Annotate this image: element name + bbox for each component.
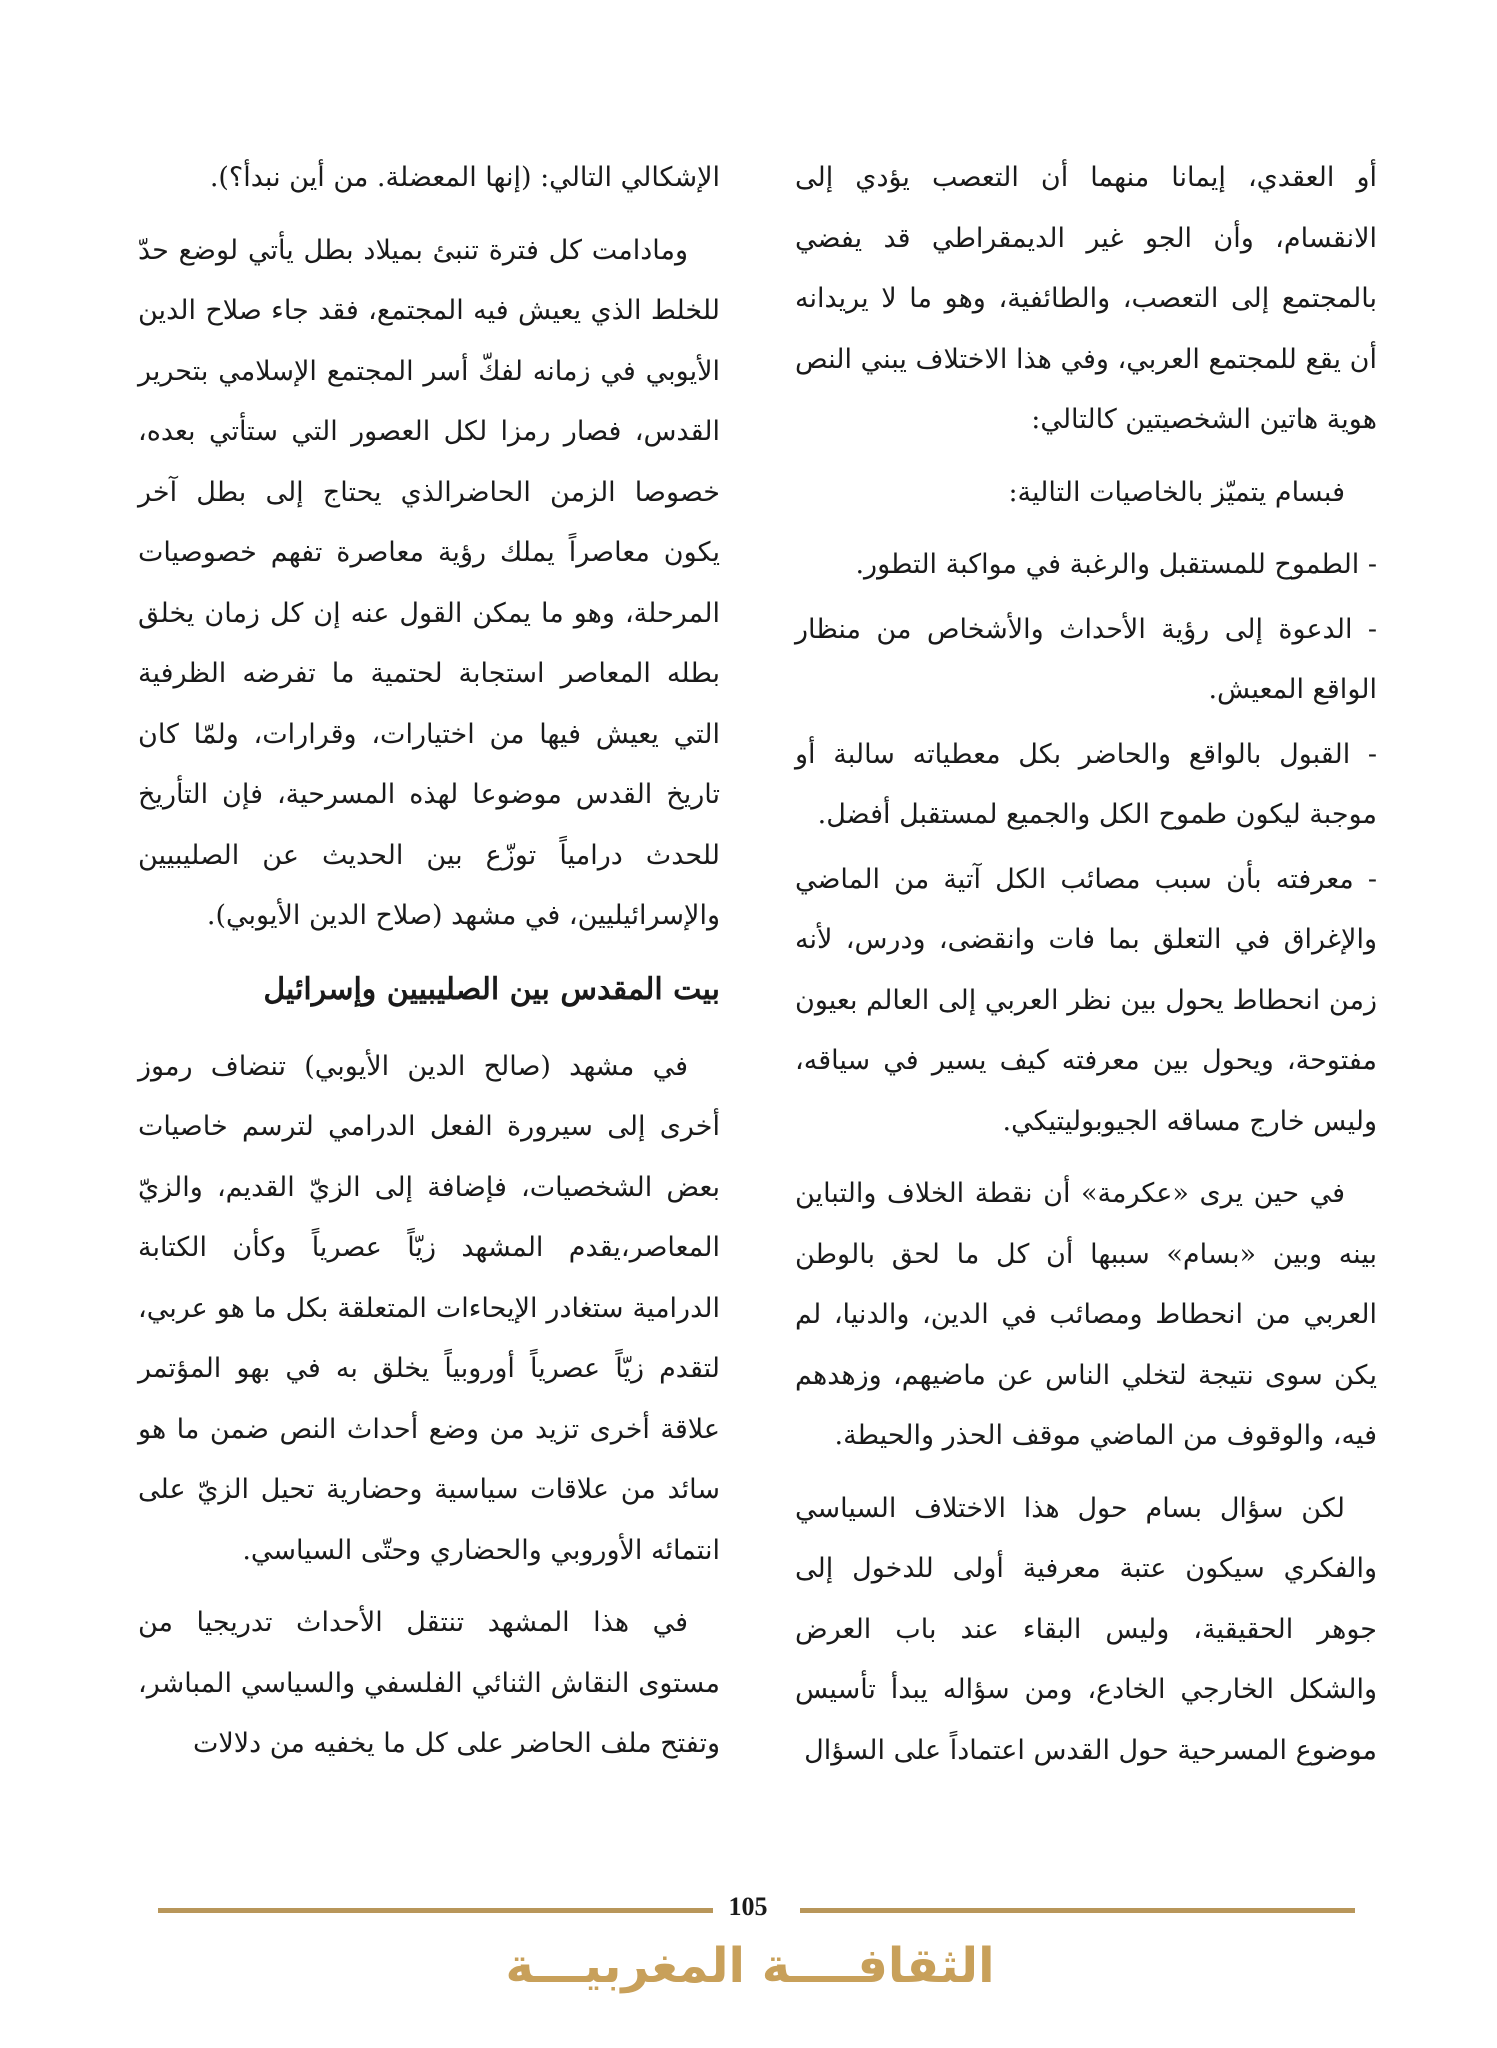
bullet-item-3: - القبول بالواقع والحاضر بكل معطياته سالبة أو موجبة ليكون طموح الكل والجميع لمستقبل أفضل.: [795, 738, 1377, 830]
footer-rule-right: [800, 1908, 1355, 1913]
bullet-item-1: - الطموح للمستقبل والرغبة في مواكبة التطور.: [855, 549, 1377, 580]
bullet-item-2: - الدعوة إلى رؤية الأحداث والأشخاص من منظار الواقع المعيش.: [795, 613, 1377, 705]
left-paragraph-3: في مشهد (صالح الدين الأيوبي) تنضاف رموز أخرى إلى سيرورة الفعل الدرامي لترسم خاصيات بعض الشخصيات، فإضافة إلى الزيّ القديم، والزيّ المعاصر،يقدم المشهد زيّاً عصرياً وكأن الكتابة الدرامية ستغادر الإيحاءات المتعلقة بكل ما هو عربي، لتقدم زيّاً عصرياً أوروبياً يخلق به في بهو المؤتمر علاقة أخرى تزيد من وضع أحداث النص ضمن ما هو سائد من علاقات سياسية وحضارية تحيل الزيّ على انتمائه الأوروبي والحضاري وحتّى السياسي.: [138, 1050, 720, 1566]
section-heading: بيت المقدس بين الصليبيين وإسرائيل: [263, 971, 720, 1007]
left-column: [138, 148, 720, 1787]
right-column: [795, 148, 1377, 1793]
right-paragraph-2: فبسام يتميّز بالخاصيات التالية:: [1008, 476, 1345, 508]
left-paragraph-4: في هذا المشهد تنتقل الأحداث تدريجيا من مستوى النقاش الثنائي الفلسفي والسياسي المباشر، وتفتح ملف الحاضر على كل ما يخفيه من دلالات: [138, 1607, 720, 1759]
left-paragraph-1: الإشكالي التالي: (إنها المعضلة. من أين نبدأ؟).: [209, 162, 720, 193]
page-number: 105: [728, 1892, 768, 1921]
right-paragraph-1: أو العقدي، إيمانا منهما أن التعصب يؤدي إلى الانقسام، وأن الجو غير الديمقراطي قد يفضي بالمجتمع إلى التعصب، والطائفية، وهو ما لا يريدانه أن يقع للمجتمع العربي، وفي هذا الاختلاف يبني النص هوية هاتين الشخصيتين كالتالي:: [795, 162, 1377, 435]
bullet-item-4: - معرفته بأن سبب مصائب الكل آتية من الماضي والإغراق في التعلق بما فات وانقضى، ودرس، لأنه زمن انحطاط يحول بين نظر العربي إلى العالم بعيون مفتوحة، ويحول بين معرفته كيف يسير في سياقه، وليس خارج مساقه الجيوبوليتيكي.: [795, 863, 1377, 1137]
right-paragraph-3: في حين يرى «عكرمة» أن نقطة الخلاف والتباين بينه وبين «بسام» سببها أن كل ما لحق بالوطن العربي من انحطاط ومصائب في الدين، والدنيا، لم يكن سوى نتيجة لتخلي الناس عن ماضيهم، وزهدهم فيه، والوقوف من الماضي موقف الحذر والحيطة.: [795, 1178, 1377, 1451]
right-paragraph-4: لكن سؤال بسام حول هذا الاختلاف السياسي والفكري سيكون عتبة معرفية أولى للدخول إلى جوهر الحقيقية، وليس البقاء عند باب العرض والشكل الخارجي الخادع، ومن سؤاله يبدأ تأسيس موضوع المسرحية حول القدس اعتماداً على السؤال: [795, 1492, 1377, 1766]
left-paragraph-2: ومادامت كل فترة تنبئ بميلاد بطل يأتي لوضع حدّ للخلط الذي يعيش فيه المجتمع، فقد جاء صلاح الدين الأيوبي في زمانه لفكّ أسر المجتمع الإسلامي بتحرير القدس، فصار رمزا لكل العصور التي ستأتي بعده، خصوصا الزمن الحاضرالذي يحتاج إلى بطل آخر يكون معاصراً يملك رؤية معاصرة تفهم خصوصيات المرحلة، وهو ما يمكن القول عنه إن كل زمان يخلق بطله المعاصر استجابة لحتمية ما تفرضه الظرفية التي يعيش فيها من اختيارات، وقرارات، ولمّا كان تاريخ القدس موضوعا لهذه المسرحية، فإن التأريخ للحدث درامياً توزّع بين الحديث عن الصليبيين والإسرائيليين، في مشهد (صلاح الدين الأيوبي).: [138, 234, 720, 931]
magazine-title: الثقافــــة المغربيـــة: [505, 1938, 995, 1994]
footer-rule-left: [158, 1908, 713, 1913]
